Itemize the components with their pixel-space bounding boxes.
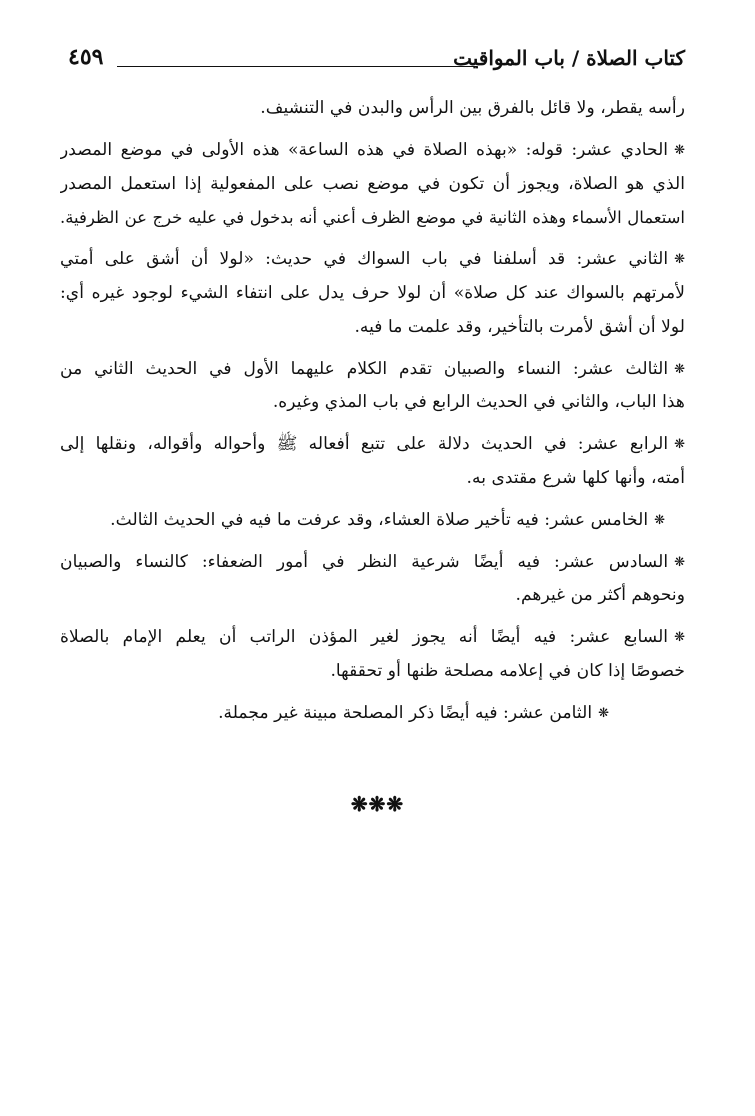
text-line: هذا الباب، والثاني في الحديث الرابع في باب المذي وغيره. (272, 392, 685, 413)
flower-bullet-icon: ❋ (674, 252, 685, 268)
text-line-content: الحادي عشر: قوله: «بهذه الصلاة في هذه الساعة» هذه الأولى في موضع المصدر (60, 139, 669, 160)
text-line-content: الثالث عشر: النساء والصبيان تقدم الكلام عليهما الأول في الحديث الثاني من (60, 358, 669, 379)
text-line-content: السادس عشر: فيه أيضًا شرعية النظر في أمور الضعفاء: كالنساء والصبيان (60, 551, 669, 572)
flower-bullet-icon: ❋ (674, 142, 685, 158)
text-line (60, 621, 685, 655)
flower-bullet-icon: ❋ (598, 705, 609, 721)
text-line: رأسه يقطر، ولا قائل بالفرق بين الرأس والبدن في التنشيف. (260, 98, 685, 118)
text-line (60, 353, 685, 387)
page-header (60, 38, 685, 78)
text-line: الذي هو الصلاة، ويجوز أن تكون في موضع نصب على المفعولية إذا استعمل المصدر (60, 173, 685, 194)
flower-bullet-icon: ❋ (674, 630, 685, 646)
flower-bullet-icon: ❋ (674, 437, 685, 453)
text-line: ونحوهم أكثر من غيرهم. (515, 585, 685, 606)
paragraph-continuation (60, 92, 685, 126)
text-line (60, 243, 685, 277)
text-line (60, 428, 685, 462)
paragraph-eighteenth (60, 697, 685, 731)
paragraph-seventeenth (60, 621, 685, 689)
text-line-content: الثامن عشر: فيه أيضًا ذكر المصلحة مبينة غير مجملة. (218, 702, 593, 723)
text-line-content: الرابع عشر: في الحديث دلالة على تتبع أفعاله ﷺ وأحواله وأقواله، ونقلها إلى (60, 434, 669, 455)
running-title: كتاب الصلاة / باب المواقيت (453, 46, 685, 70)
text-line: خصوصًا إذا كان في إعلامه مصلحة ظنها أو تحققها. (330, 660, 685, 681)
paragraph-thirteenth (60, 353, 685, 421)
flower-bullet-icon: ❋ (654, 512, 665, 528)
header-rule (117, 66, 477, 67)
paragraph-twelfth (60, 243, 685, 344)
section-separator: ❋❋❋ (350, 792, 405, 816)
text-line (60, 546, 685, 580)
body-text (60, 92, 685, 739)
paragraph-sixteenth (60, 546, 685, 614)
text-line (60, 134, 685, 168)
flower-bullet-icon: ❋ (674, 361, 685, 377)
page-number: ٤٥٩ (68, 44, 104, 70)
text-line: لأمرتهم بالسواك عند كل صلاة» أن لولا حرف يدل على انتفاء الشيء لوجود غيره أي: (60, 282, 685, 303)
text-line (60, 504, 685, 538)
text-line: استعمال الأسماء وهذه الثانية في موضع الظرف أعني أنه بدخول في عليه خرج عن الظرفية. (60, 208, 685, 228)
paragraph-eleventh (60, 134, 685, 235)
flower-bullet-icon: ❋ (674, 554, 685, 570)
text-line: أمته، وأنها كلها شرع مقتدى به. (466, 467, 685, 488)
text-line: لولا أن أشق لأمرت بالتأخير، وقد علمت ما فيه. (354, 316, 685, 337)
text-line-content: السابع عشر: فيه أيضًا أنه يجوز لغير المؤذن الراتب أن يعلم الإمام بالصلاة (60, 627, 669, 648)
paragraph-fifteenth (60, 504, 685, 538)
text-line-content: الثاني عشر: قد أسلفنا في باب السواك في حديث: «لولا أن أشق على أمتي (60, 249, 669, 270)
paragraph-fourteenth (60, 428, 685, 496)
text-line (60, 697, 685, 731)
text-line-content: الخامس عشر: فيه تأخير صلاة العشاء، وقد عرفت ما فيه في الحديث الثالث. (110, 509, 649, 530)
